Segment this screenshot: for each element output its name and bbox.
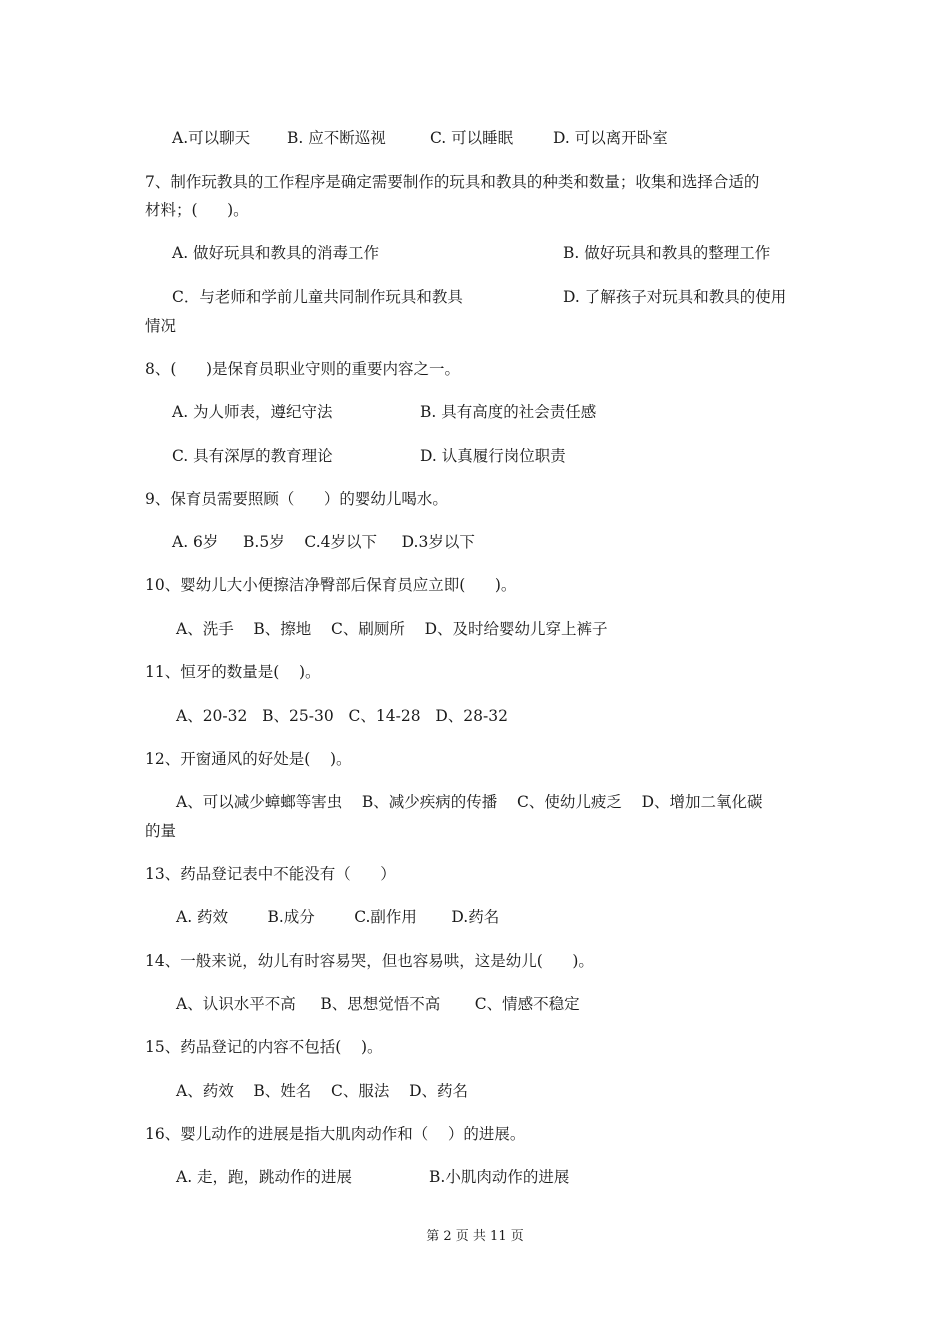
q14-options: A、认识水平不高 B、思想觉悟不高 C、情感不稳定 xyxy=(176,995,580,1013)
q7-option-c: C．与老师和学前儿童共同制作玩具和教具 xyxy=(172,288,463,306)
q14-stem: 14、一般来说，幼儿有时容易哭，但也容易哄，这是幼儿( )。 xyxy=(145,952,594,970)
q16-option-a: A. 走，跑，跳动作的进展 xyxy=(176,1168,353,1186)
q7-option-b: B. 做好玩具和教具的整理工作 xyxy=(563,244,771,262)
q8-option-a: A. 为人师表，遵纪守法 xyxy=(172,403,333,421)
q15-stem: 15、药品登记的内容不包括( )。 xyxy=(145,1038,383,1056)
q8-option-c: C. 具有深厚的教育理论 xyxy=(172,447,333,465)
q11-stem: 11、恒牙的数量是( )。 xyxy=(145,663,321,681)
q12-options: A、可以减少蟑螂等害虫 B、减少疾病的传播 C、使幼儿疲乏 D、增加二氧化碳 xyxy=(176,793,763,811)
q16-option-b: B.小肌肉动作的进展 xyxy=(429,1168,570,1186)
q6-option-d: D. 可以离开卧室 xyxy=(553,129,668,147)
q11-options: A、20-32 B、25-30 C、14-28 D、28-32 xyxy=(176,707,508,725)
page-number-footer: 第 2 页 共 11 页 xyxy=(426,1229,524,1244)
q6-option-a: A.可以聊天 xyxy=(172,129,251,147)
q6-option-c: C. 可以睡眠 xyxy=(430,129,514,147)
q10-stem: 10、婴幼儿大小便擦洁净臀部后保育员应立即( )。 xyxy=(145,576,517,594)
q7-option-d-continuation: 情况 xyxy=(145,317,177,335)
q6-option-b: B. 应不断巡视 xyxy=(287,129,386,147)
q7-option-a: A. 做好玩具和教具的消毒工作 xyxy=(172,244,380,262)
q7-stem-line1: 7、制作玩教具的工作程序是确定需要制作的玩具和教具的种类和数量；收集和选择合适的 xyxy=(145,173,760,191)
q13-options: A. 药效 B.成分 C.副作用 D.药名 xyxy=(176,908,500,926)
q7-stem-line2: 材料；( )。 xyxy=(145,201,249,219)
q12-options-continuation: 的量 xyxy=(145,822,177,840)
q13-stem: 13、药品登记表中不能没有（ ） xyxy=(145,865,396,883)
q16-stem: 16、婴儿动作的进展是指大肌肉动作和（ ）的进展。 xyxy=(145,1125,526,1143)
q7-option-d: D. 了解孩子对玩具和教具的使用 xyxy=(563,288,787,306)
q8-option-d: D. 认真履行岗位职责 xyxy=(420,447,566,465)
q9-options: A. 6岁 B.5岁 C.4岁以下 D.3岁以下 xyxy=(172,533,475,551)
q8-option-b: B. 具有高度的社会责任感 xyxy=(420,403,597,421)
q15-options: A、药效 B、姓名 C、服法 D、药名 xyxy=(176,1082,468,1100)
q8-stem: 8、( )是保育员职业守则的重要内容之一。 xyxy=(145,360,461,378)
q12-stem: 12、开窗通风的好处是( )。 xyxy=(145,750,352,768)
q9-stem: 9、保育员需要照顾（ ）的婴幼儿喝水。 xyxy=(145,490,448,508)
q10-options: A、洗手 B、擦地 C、刷厕所 D、及时给婴幼儿穿上裤子 xyxy=(176,620,608,638)
